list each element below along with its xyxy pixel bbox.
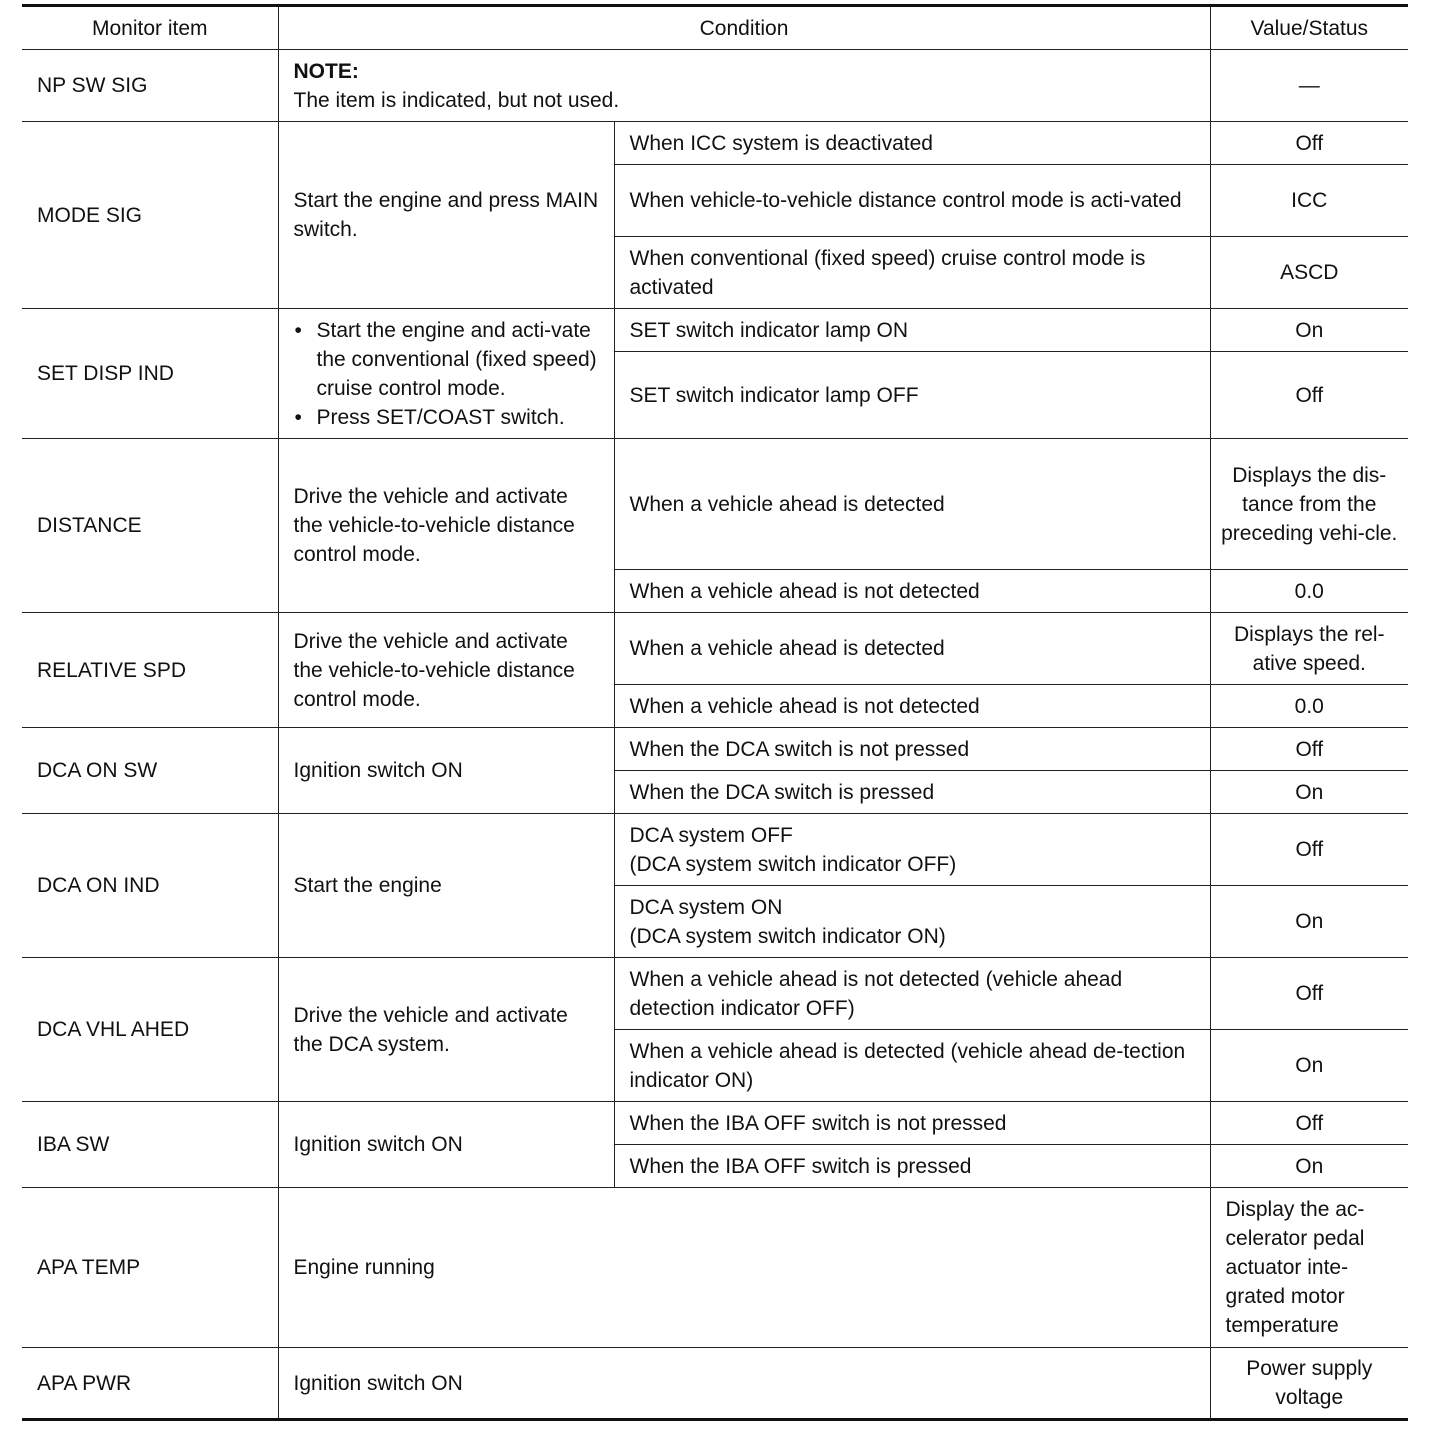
sub-condition: When a vehicle ahead is not detected bbox=[614, 570, 1210, 613]
monitor-item: SET DISP IND bbox=[22, 309, 278, 439]
value-cell: 0.0 bbox=[1210, 685, 1408, 728]
note-text: The item is indicated, but not used. bbox=[293, 88, 620, 112]
sub-condition: When a vehicle ahead is not detected (vehicle ahead detection indicator OFF) bbox=[614, 958, 1210, 1030]
sub-condition: When a vehicle ahead is detected (vehicle ahead de-tection indicator ON) bbox=[614, 1030, 1210, 1102]
condition-bullet-list bbox=[294, 316, 599, 432]
main-condition: Ignition switch ON bbox=[278, 1348, 1210, 1420]
monitor-item: DCA ON IND bbox=[22, 814, 278, 958]
table-row bbox=[22, 1102, 1408, 1145]
table-row bbox=[22, 958, 1408, 1030]
monitor-item: APA TEMP bbox=[22, 1188, 278, 1348]
sub-condition-line: (DCA system switch indicator ON) bbox=[629, 924, 946, 948]
sub-condition-line: DCA system OFF bbox=[629, 823, 793, 847]
value-cell: 0.0 bbox=[1210, 570, 1408, 613]
sub-condition bbox=[614, 886, 1210, 958]
value-cell: On bbox=[1210, 771, 1408, 814]
sub-condition bbox=[614, 814, 1210, 886]
value-cell: On bbox=[1210, 1030, 1408, 1102]
sub-condition: When the DCA switch is pressed bbox=[614, 771, 1210, 814]
value-cell: Power supply voltage bbox=[1210, 1348, 1408, 1420]
value-cell: Display the ac-celerator pedal actuator inte-grated motor temperature bbox=[1210, 1188, 1408, 1348]
monitor-item: IBA SW bbox=[22, 1102, 278, 1188]
value-cell: — bbox=[1210, 50, 1408, 122]
sub-condition-line: (DCA system switch indicator OFF) bbox=[629, 852, 957, 876]
value-cell: On bbox=[1210, 309, 1408, 352]
sub-condition: SET switch indicator lamp ON bbox=[614, 309, 1210, 352]
main-condition: Start the engine bbox=[278, 814, 614, 958]
table-row bbox=[22, 50, 1408, 122]
main-condition: Ignition switch ON bbox=[278, 1102, 614, 1188]
main-condition: Drive the vehicle and activate the DCA system. bbox=[278, 958, 614, 1102]
table-row bbox=[22, 439, 1408, 570]
sub-condition: When a vehicle ahead is detected bbox=[614, 613, 1210, 685]
table-row bbox=[22, 1348, 1408, 1420]
value-cell: Off bbox=[1210, 122, 1408, 165]
sub-condition: When the IBA OFF switch is pressed bbox=[614, 1145, 1210, 1188]
table-row bbox=[22, 122, 1408, 165]
table-row bbox=[22, 1188, 1408, 1348]
main-condition: Engine running bbox=[278, 1188, 1210, 1348]
value-cell: Off bbox=[1210, 814, 1408, 886]
table-row bbox=[22, 309, 1408, 352]
monitor-item: NP SW SIG bbox=[22, 50, 278, 122]
sub-condition: SET switch indicator lamp OFF bbox=[614, 352, 1210, 439]
value-cell: Off bbox=[1210, 1102, 1408, 1145]
main-condition: Start the engine and press MAIN switch. bbox=[278, 122, 614, 309]
value-cell: Off bbox=[1210, 958, 1408, 1030]
sub-condition: When ICC system is deactivated bbox=[614, 122, 1210, 165]
value-cell: Off bbox=[1210, 352, 1408, 439]
monitor-item: RELATIVE SPD bbox=[22, 613, 278, 728]
note-label: NOTE: bbox=[293, 59, 359, 83]
monitor-item: DCA ON SW bbox=[22, 728, 278, 814]
monitor-item: DISTANCE bbox=[22, 439, 278, 613]
main-condition: Ignition switch ON bbox=[278, 728, 614, 814]
main-condition: Drive the vehicle and activate the vehicle-to-vehicle distance control mode. bbox=[278, 613, 614, 728]
bullet-item: • Start the engine and acti-vate the conventional (fixed speed) cruise control mode. bbox=[317, 316, 599, 403]
monitor-item: DCA VHL AHED bbox=[22, 958, 278, 1102]
header-monitor-item: Monitor item bbox=[22, 6, 278, 50]
monitor-item: APA PWR bbox=[22, 1348, 278, 1420]
bullet-item: • Press SET/COAST switch. bbox=[317, 403, 599, 432]
main-condition bbox=[278, 309, 614, 439]
sub-condition-line: DCA system ON bbox=[629, 895, 783, 919]
value-cell: On bbox=[1210, 1145, 1408, 1188]
value-cell: ICC bbox=[1210, 165, 1408, 237]
sub-condition: When the DCA switch is not pressed bbox=[614, 728, 1210, 771]
table-row bbox=[22, 613, 1408, 685]
sub-condition: When vehicle-to-vehicle distance control mode is acti-vated bbox=[614, 165, 1210, 237]
value-cell: Displays the dis-tance from the preceding vehi-cle. bbox=[1210, 439, 1408, 570]
value-cell: On bbox=[1210, 886, 1408, 958]
header-condition: Condition bbox=[278, 6, 1210, 50]
value-cell: ASCD bbox=[1210, 237, 1408, 309]
table-row bbox=[22, 814, 1408, 886]
header-value-status: Value/Status bbox=[1210, 6, 1408, 50]
sub-condition: When the IBA OFF switch is not pressed bbox=[614, 1102, 1210, 1145]
sub-condition: When a vehicle ahead is detected bbox=[614, 439, 1210, 570]
value-cell: Displays the rel-ative speed. bbox=[1210, 613, 1408, 685]
header-row bbox=[22, 6, 1408, 50]
sub-condition: When a vehicle ahead is not detected bbox=[614, 685, 1210, 728]
table-row bbox=[22, 728, 1408, 771]
monitor-item: MODE SIG bbox=[22, 122, 278, 309]
value-cell: Off bbox=[1210, 728, 1408, 771]
main-condition: Drive the vehicle and activate the vehicle-to-vehicle distance control mode. bbox=[278, 439, 614, 613]
monitor-item-table bbox=[22, 4, 1408, 1421]
sub-condition: When conventional (fixed speed) cruise control mode is activated bbox=[614, 237, 1210, 309]
condition-cell bbox=[278, 50, 1210, 122]
